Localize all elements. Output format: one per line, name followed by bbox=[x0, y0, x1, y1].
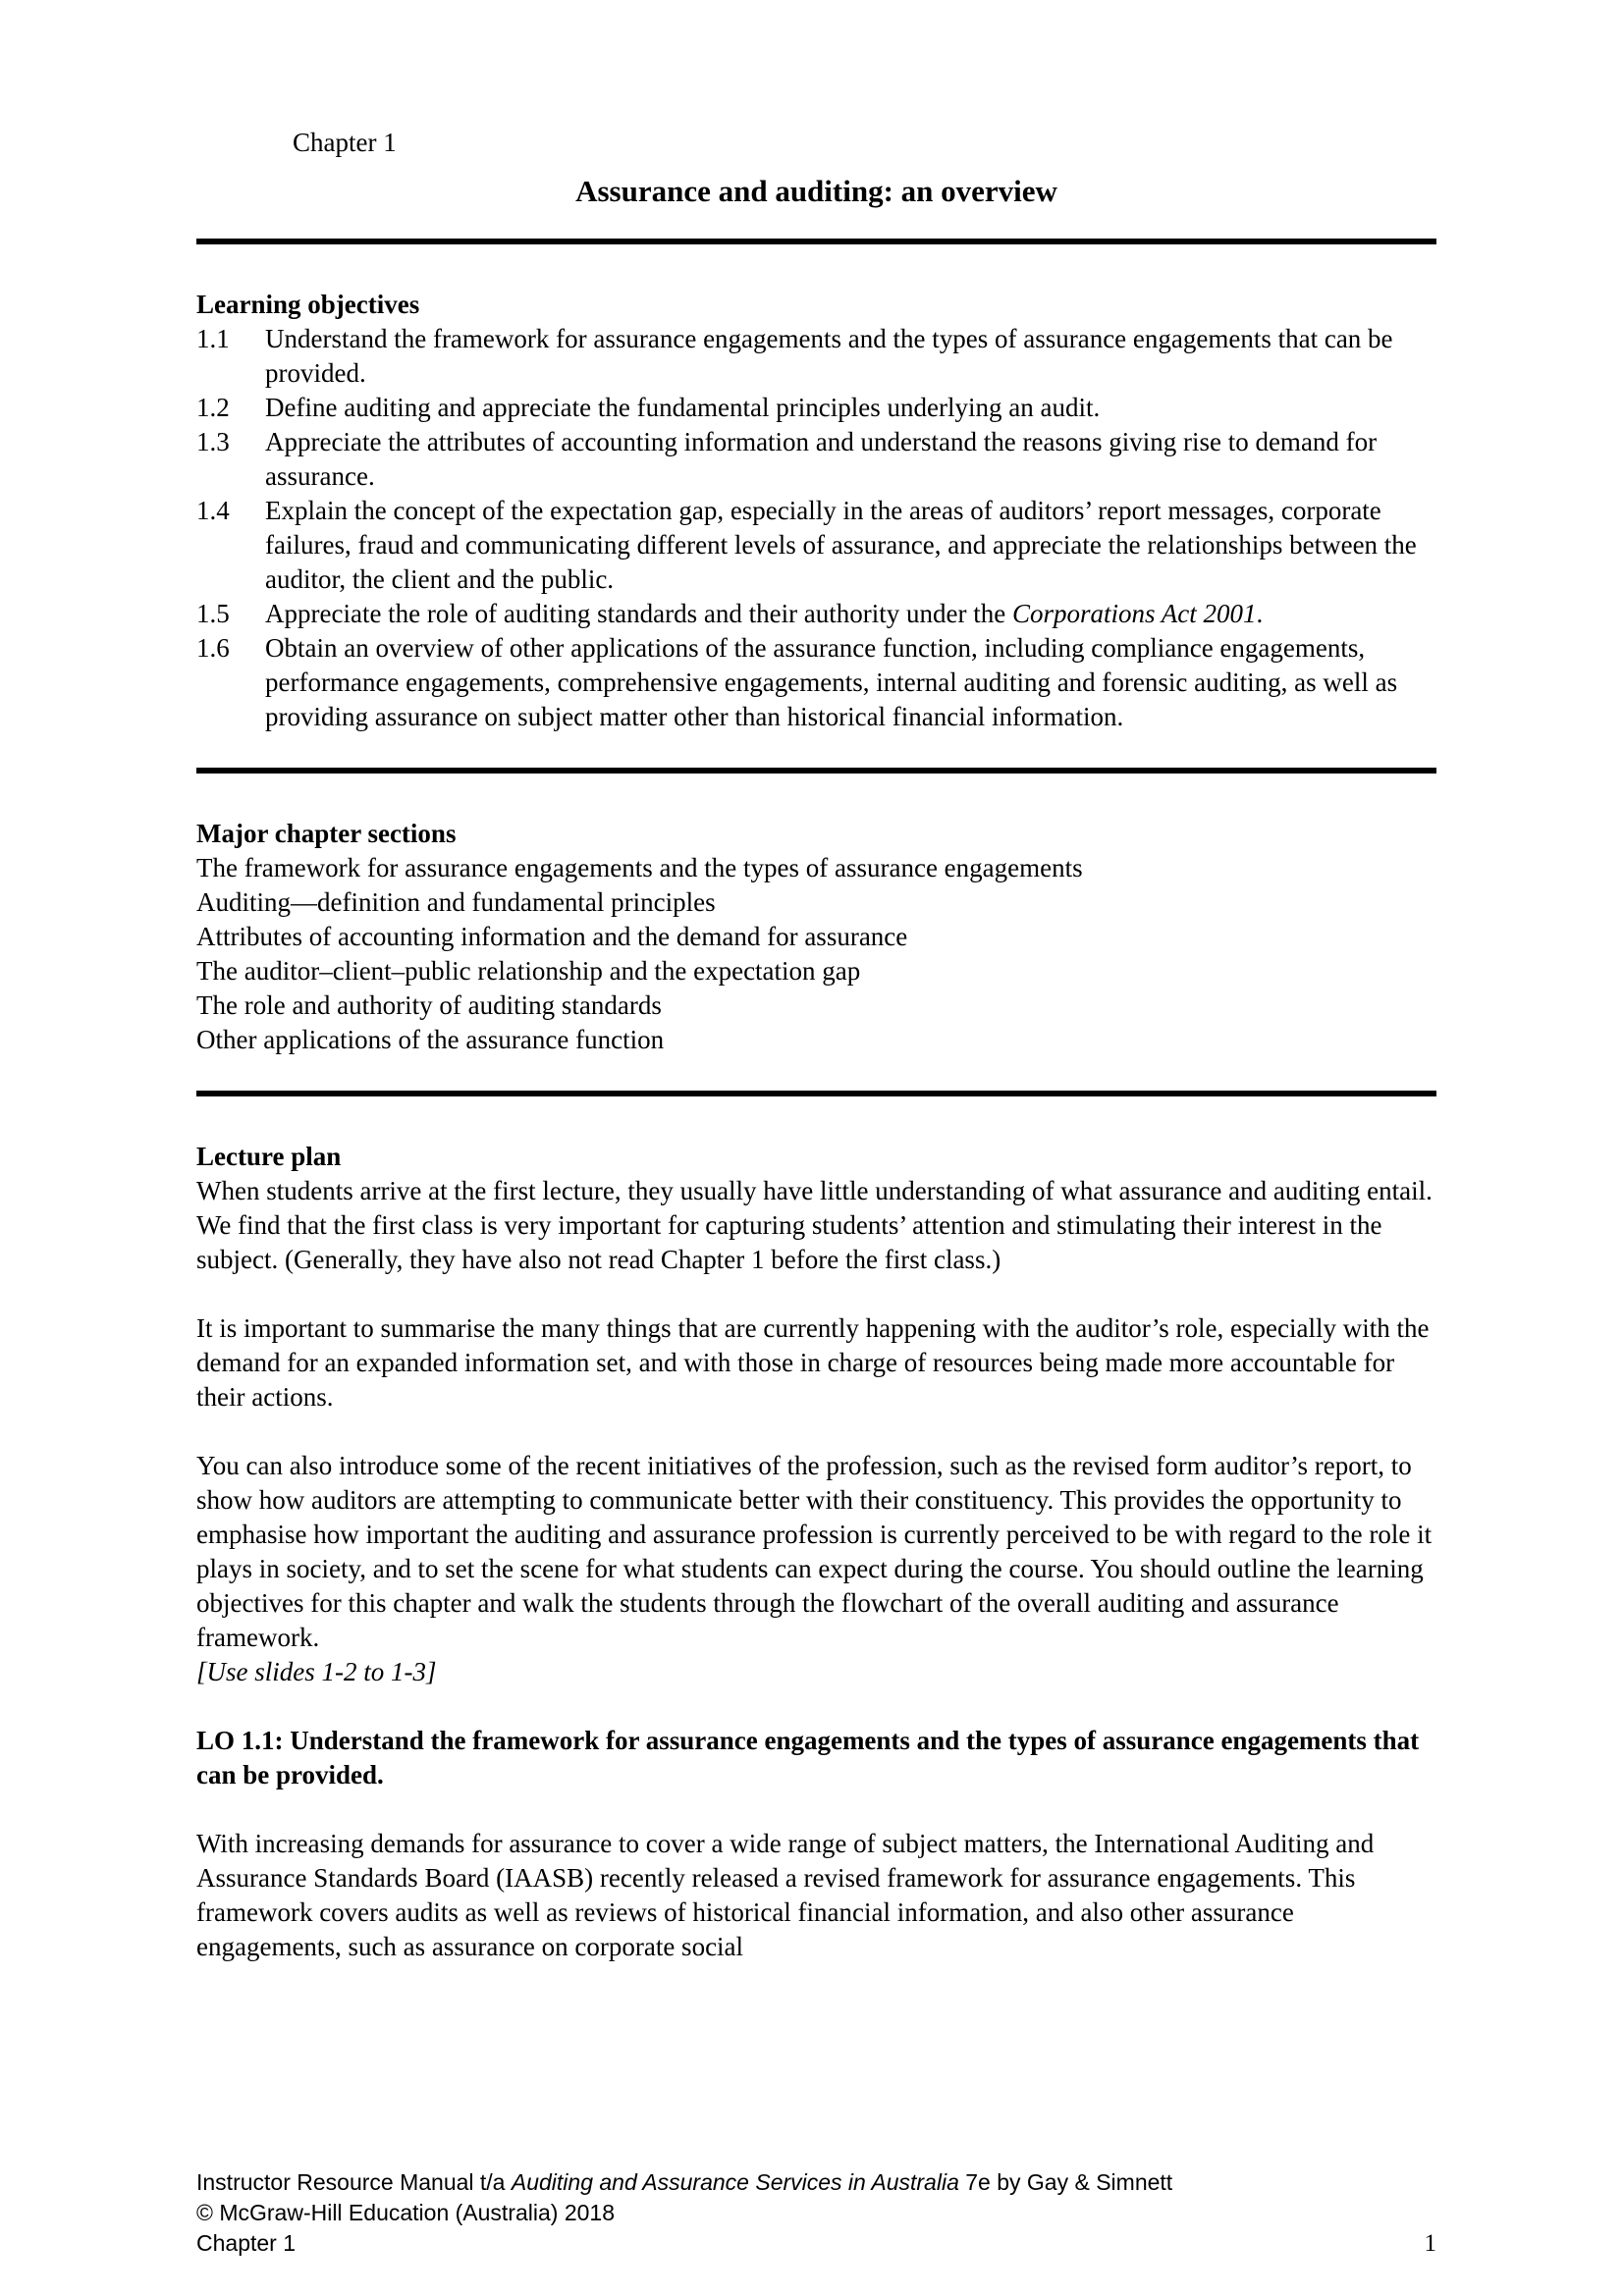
section-divider bbox=[196, 239, 1436, 244]
act-title-italic: Corporations Act 2001 bbox=[1012, 599, 1257, 628]
section-divider bbox=[196, 768, 1436, 774]
learning-objective-item bbox=[196, 425, 1436, 494]
objective-number: 1.5 bbox=[196, 599, 230, 628]
major-section-item: Auditing—definition and fundamental principles bbox=[196, 887, 716, 917]
footer-chapter-line bbox=[196, 2228, 1436, 2259]
objective-number: 1.6 bbox=[196, 633, 230, 663]
objective-text: Define auditing and appreciate the fundamental principles underlying an audit. bbox=[265, 393, 1101, 422]
major-section-item: The framework for assurance engagements and the types of assurance engagements bbox=[196, 853, 1083, 882]
major-section-item: Other applications of the assurance function bbox=[196, 1025, 665, 1054]
major-section-item: The role and authority of auditing standards bbox=[196, 990, 662, 1020]
slide-reference-note: [Use slides 1-2 to 1-3] bbox=[196, 1657, 437, 1686]
objective-text: Understand the framework for assurance engagements and the types of assurance engagements that can be provided. bbox=[265, 324, 1393, 388]
objective-text: Explain the concept of the expectation gap, especially in the areas of auditors’ report messages, corporate failures, fraud and communicating different levels of assurance, and appreciate the relationships between the auditor, the client and the public. bbox=[265, 496, 1417, 594]
objective-text: Appreciate the attributes of accounting information and understand the reasons giving rise to demand for assurance. bbox=[265, 427, 1378, 491]
learning-objective-item bbox=[196, 597, 1436, 631]
objective-text: Obtain an overview of other applications of the assurance function, including compliance engagements, performance engagements, comprehensive engagements, internal auditing and forensic auditing, as well as providing assurance on subject matter other than historical financial information. bbox=[265, 633, 1398, 731]
page-title: Assurance and auditing: an overview bbox=[575, 174, 1057, 208]
page-footer bbox=[196, 2167, 1436, 2259]
major-section-item: The auditor–client–public relationship and the expectation gap bbox=[196, 956, 861, 986]
learning-objective-item bbox=[196, 494, 1436, 597]
footer-chapter-label: Chapter 1 bbox=[196, 2230, 297, 2256]
page-number: 1 bbox=[1424, 2230, 1436, 2257]
learning-objective-item bbox=[196, 322, 1436, 391]
lecture-plan-section bbox=[196, 1140, 1436, 1689]
lecture-plan-paragraph: It is important to summarise the many things that are currently happening with the auditor’s role, especially with the demand for an expanded information set, and with those in charge of resources being made more accountable for their actions. bbox=[196, 1313, 1430, 1412]
lo-1-1-section bbox=[196, 1724, 1436, 1964]
lecture-plan-paragraph: You can also introduce some of the recent initiatives of the profession, such as the revised form auditor’s report, to show how auditors are attempting to communicate better with their constituency. This provides the opportunity to emphasise how important the auditing and assurance profession is currently perceived to be with regard to the role it plays in society, and to set the scene for what students can expect during the course. You should outline the learning objectives for this chapter and walk the students through the flowchart of the overall auditing and assurance framework. bbox=[196, 1451, 1433, 1652]
learning-objectives-section bbox=[196, 288, 1436, 734]
book-title-italic: Auditing and Assurance Services in Australia bbox=[511, 2169, 959, 2195]
objective-text: . bbox=[1256, 599, 1264, 628]
learning-objective-item bbox=[196, 391, 1436, 425]
footer-text: Instructor Resource Manual t/a bbox=[196, 2169, 512, 2195]
objective-number: 1.2 bbox=[196, 393, 230, 422]
footer-source-line bbox=[196, 2167, 1436, 2198]
objective-text: Appreciate the role of auditing standards and their authority under the bbox=[265, 599, 1012, 628]
learning-objective-item bbox=[196, 631, 1436, 734]
lecture-plan-heading: Lecture plan bbox=[196, 1142, 342, 1171]
major-sections-section bbox=[196, 817, 1436, 1057]
objective-number: 1.1 bbox=[196, 324, 230, 353]
objective-number: 1.3 bbox=[196, 427, 230, 456]
lo-1-1-paragraph: With increasing demands for assurance to cover a wide range of subject matters, the International Auditing and Assurance Standards Board (IAASB) recently released a revised framework for assurance engagements. This framework covers audits as well as reviews of historical financial information, and also other assurance engagements, such as assurance on corporate social bbox=[196, 1829, 1375, 1961]
footer-copyright-line: © McGraw-Hill Education (Australia) 2018 bbox=[196, 2200, 615, 2225]
lecture-plan-paragraph: When students arrive at the first lecture, they usually have little understanding of what assurance and auditing entail. We find that the first class is very important for capturing students’ attention and stimulating their interest in the subject. (Generally, they have also not read Chapter 1 before the first class.) bbox=[196, 1176, 1433, 1274]
chapter-label: Chapter 1 bbox=[293, 128, 397, 157]
footer-text: 7e by Gay & Simnett bbox=[958, 2169, 1173, 2195]
section-divider bbox=[196, 1091, 1436, 1096]
major-sections-heading: Major chapter sections bbox=[196, 819, 457, 848]
lo-1-1-heading: LO 1.1: Understand the framework for assurance engagements and the types of assurance engagements that can be provided. bbox=[196, 1726, 1420, 1789]
objective-number: 1.4 bbox=[196, 496, 230, 525]
learning-objectives-heading: Learning objectives bbox=[196, 290, 420, 319]
major-section-item: Attributes of accounting information and the demand for assurance bbox=[196, 922, 908, 951]
